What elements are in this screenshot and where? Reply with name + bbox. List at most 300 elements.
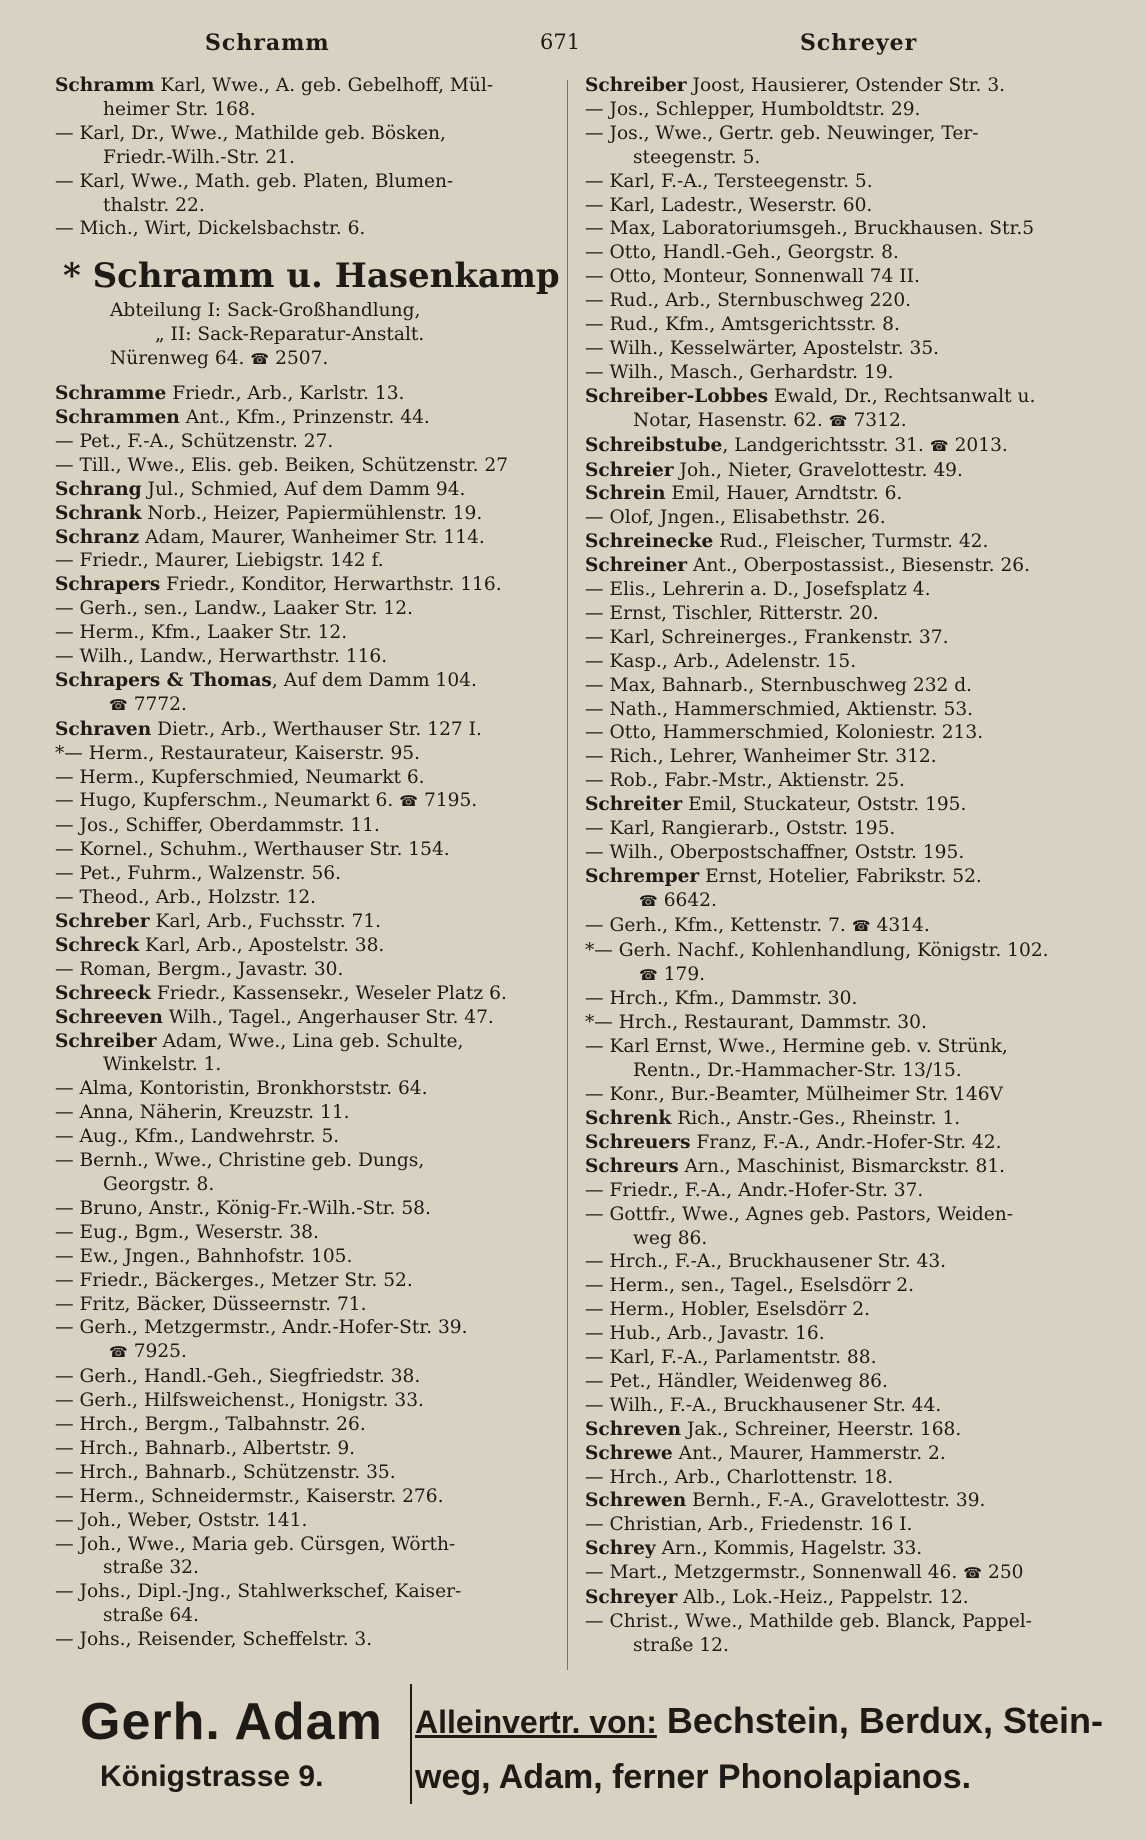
- directory-entry: [55, 1485, 555, 1509]
- entry-text: Alb., Lok.-Heiz., Pappelstr. 12.: [677, 1587, 969, 1609]
- entry-text: — Karl, Schreinerges., Frankenstr. 37.: [585, 626, 949, 648]
- entry-text: — Karl, Rangierarb., Oststr. 195.: [585, 818, 896, 840]
- advertisement: [80, 1680, 1103, 1830]
- directory-entry: [55, 910, 555, 934]
- directory-entry: [55, 669, 555, 693]
- directory-entry: [585, 793, 1105, 817]
- entry-surname: Schreinecke: [585, 531, 714, 553]
- entry-text: Friedr., Kassensekr., Weseler Platz 6.: [150, 982, 507, 1004]
- telephone-icon: ☎: [851, 916, 871, 935]
- entry-surname: Schreiner: [585, 555, 688, 577]
- entry-text: — Hrch., F.-A., Bruckhausener Str. 43.: [585, 1251, 947, 1273]
- directory-entry: [55, 1101, 555, 1125]
- directory-entry: [585, 1107, 1105, 1131]
- entry-text: straße 12.: [633, 1634, 729, 1656]
- directory-entry: [55, 693, 555, 718]
- entry-text: Jul., Schmied, Auf dem Damm 94.: [141, 478, 466, 500]
- entry-text: *— Herm., Restaurateur, Kaiserstr. 95.: [55, 742, 421, 764]
- entry-text: — Wilh., Masch., Gerhardstr. 19.: [585, 361, 894, 383]
- directory-entry: [55, 1533, 555, 1557]
- directory-entry: [55, 1197, 555, 1221]
- directory-entry: [585, 434, 1105, 459]
- entry-text: Ernst, Hotelier, Fabrikstr. 52.: [699, 865, 982, 887]
- entry-text: Joost, Hausierer, Ostender Str. 3.: [686, 75, 1006, 96]
- directory-entry: [585, 1610, 1105, 1634]
- entry-text: — Eug., Bgm., Weserstr. 38.: [55, 1221, 319, 1243]
- directory-entry: [585, 626, 1105, 650]
- entry-text: — Hrch., Kfm., Dammstr. 30.: [585, 988, 858, 1010]
- entry-surname: Schrein: [585, 483, 666, 505]
- entry-text: Jak., Schreiner, Heerstr. 168.: [681, 1418, 962, 1440]
- entry-text: heimer Str. 168.: [103, 98, 256, 120]
- directory-entry: [585, 698, 1105, 722]
- entry-text: *— Gerh. Nachf., Kohlenhandlung, Königstr. 102.: [585, 939, 1049, 961]
- directory-entry: [585, 1489, 1105, 1513]
- entry-surname: Schreiber: [55, 1030, 157, 1052]
- entry-text: Friedr.-Wilh.-Str. 21.: [103, 146, 295, 168]
- directory-entry: [55, 814, 555, 838]
- directory-entry: [55, 1053, 555, 1077]
- directory-entry: [585, 1466, 1105, 1490]
- directory-entry: [55, 253, 560, 299]
- entry-text: — Pet., F.-A., Schützenstr. 27.: [55, 430, 334, 452]
- entry-surname: Schreck: [55, 934, 140, 956]
- directory-entry: [55, 299, 555, 323]
- entry-surname: Schrenk: [585, 1107, 672, 1129]
- entry-surname: Schrapers: [55, 574, 161, 596]
- entry-text: — Karl, Wwe., Math. geb. Platen, Blumen-: [55, 170, 454, 192]
- directory-entry: [585, 1011, 1105, 1035]
- directory-entry: [585, 817, 1105, 841]
- telephone-icon: ☎: [929, 436, 949, 455]
- directory-entry: [585, 506, 1105, 530]
- ad-divider: [410, 1684, 412, 1804]
- entry-surname: Schreven: [585, 1418, 682, 1440]
- entry-text: — Joh., Weber, Oststr. 141.: [55, 1509, 308, 1531]
- entry-text: — Herm., Schneidermstr., Kaiserstr. 276.: [55, 1485, 444, 1507]
- directory-entry: [585, 313, 1105, 337]
- directory-entry: [585, 98, 1105, 122]
- ad-street: Königstrasse 9.: [100, 1760, 324, 1793]
- directory-entry: [55, 146, 555, 170]
- header-left-keyword: Schramm: [205, 30, 330, 56]
- entry-text: Friedr., Arb., Karlstr. 13.: [166, 383, 405, 405]
- column-divider: [567, 80, 568, 1670]
- entry-text: Emil, Hauer, Arndtstr. 6.: [665, 483, 903, 505]
- entry-text: — Hub., Arb., Javastr. 16.: [585, 1323, 825, 1345]
- entry-text: Karl, Arb., Fuchsstr. 71.: [149, 911, 382, 932]
- directory-entry: [585, 914, 1105, 939]
- directory-entry: [585, 889, 1105, 914]
- entry-text: — Christian, Arb., Friedenstr. 16 I.: [585, 1514, 913, 1536]
- entry-text: Arn., Maschinist, Bismarckstr. 81.: [678, 1155, 1006, 1177]
- directory-entry: [585, 865, 1105, 889]
- directory-entry: [585, 1346, 1105, 1370]
- entry-text: — Jos., Schiffer, Oberdammstr. 11.: [55, 815, 380, 837]
- directory-entry: [585, 1394, 1105, 1418]
- entry-text: — Nath., Hammerschmied, Aktienstr. 53.: [585, 698, 974, 720]
- entry-text: — Pet., Fuhrm., Walzenstr. 56.: [55, 863, 342, 885]
- entry-text: — Rud., Kfm., Amtsgerichtsstr. 8.: [585, 314, 900, 336]
- entry-text: Emil, Stuckateur, Oststr. 195.: [682, 794, 967, 816]
- entry-surname: Schrank: [55, 502, 142, 524]
- entry-surname: Schrewen: [585, 1490, 687, 1512]
- entry-text: Rud., Fleischer, Turmstr. 42.: [713, 531, 989, 553]
- directory-entry: [585, 217, 1105, 241]
- directory-entry: [585, 1370, 1105, 1394]
- entry-text: — Alma, Kontoristin, Bronkhorststr. 64.: [55, 1078, 428, 1100]
- entry-text: — Mich., Wirt, Dickelsbachstr. 6.: [55, 218, 366, 240]
- entry-text: — Friedr., Maurer, Liebigstr. 142 f.: [55, 550, 384, 572]
- entry-text: , Auf dem Damm 104.: [271, 669, 477, 691]
- telephone-icon: ☎: [109, 1343, 128, 1362]
- entry-surname: Schreier: [585, 459, 674, 481]
- page-number: 671: [540, 30, 581, 54]
- directory-entry: [55, 194, 555, 218]
- entry-text: weg 86.: [633, 1227, 708, 1249]
- page-header: [0, 30, 1146, 66]
- entry-surname: Schreurs: [585, 1155, 679, 1177]
- directory-entry: [55, 621, 555, 645]
- directory-entry: [585, 1418, 1105, 1442]
- directory-entry: [585, 1035, 1105, 1059]
- directory-entry: [55, 1173, 555, 1197]
- directory-entry: [585, 194, 1105, 218]
- entry-text: Adam, Maurer, Wanheimer Str. 114.: [139, 526, 485, 548]
- directory-entry: [55, 862, 555, 886]
- entry-text: — Herm., Hobler, Eselsdörr 2.: [585, 1299, 871, 1321]
- entry-text: Georgstr. 8.: [103, 1173, 215, 1195]
- entry-text: — Konr., Bur.-Beamter, Mülheimer Str. 146V: [585, 1084, 1003, 1106]
- directory-entry: [585, 1513, 1105, 1537]
- directory-entry: [585, 409, 1105, 434]
- directory-entry: [585, 1634, 1105, 1658]
- directory-entry: [55, 838, 555, 862]
- entry-text: — Friedr., Bäckerges., Metzer Str. 52.: [55, 1269, 413, 1291]
- entry-text: „ II: Sack-Reparatur-Anstalt.: [155, 324, 425, 346]
- directory-entry: [55, 742, 555, 766]
- entry-text: straße 64.: [103, 1605, 199, 1627]
- entry-text: — Gottfr., Wwe., Agnes geb. Pastors, Weiden-: [585, 1203, 1014, 1225]
- directory-entry: [585, 1298, 1105, 1322]
- entry-text: — Gerh., Metzgermstr., Andr.-Hofer-Str. 39.: [55, 1317, 468, 1339]
- phone-number: 6642.: [663, 889, 717, 911]
- entry-surname: Schreiber: [585, 75, 687, 96]
- entry-text: — Rich., Lehrer, Wanheimer Str. 312.: [585, 746, 937, 768]
- directory-entry: [585, 459, 1105, 483]
- phone-number: 250: [987, 1562, 1024, 1584]
- entry-surname: Schraven: [55, 718, 152, 740]
- directory-entry: [585, 265, 1105, 289]
- directory-entry: [585, 769, 1105, 793]
- entry-surname: Schreeck: [55, 982, 151, 1004]
- ad-line-1: [415, 1700, 1103, 1742]
- phone-number: 179.: [663, 963, 706, 985]
- telephone-icon: ☎: [109, 695, 128, 714]
- entry-text: — Elis., Lehrerin a. D., Josefsplatz 4.: [585, 579, 931, 601]
- entry-text: — Jos., Wwe., Gertr. geb. Neuwinger, Ter-: [585, 122, 979, 144]
- ad-prefix: Alleinvertr. von:: [415, 1704, 657, 1740]
- telephone-icon: ☎: [250, 350, 270, 369]
- directory-entry: [55, 597, 555, 621]
- directory-entry: [55, 766, 555, 790]
- entry-surname: Schreuers: [585, 1131, 691, 1153]
- directory-entry: [55, 217, 555, 241]
- entry-text: — Roman, Bergm., Javastr. 30.: [55, 958, 344, 980]
- ad-brands-line-1: Bechstein, Berdux, Stein-: [666, 1700, 1103, 1741]
- entry-text: — Rud., Arb., Sternbuschweg 220.: [585, 290, 912, 312]
- entry-text: — Max, Laboratoriumsgeh., Bruckhausen. Str.5: [585, 218, 1035, 240]
- directory-entry: [585, 74, 1105, 98]
- directory-entry: [55, 1509, 555, 1533]
- entry-text: — Wilh., Landw., Herwarthstr. 116.: [55, 646, 388, 668]
- directory-entry: [55, 478, 555, 502]
- entry-text: Karl, Wwe., A. geb. Gebelhoff, Mül-: [154, 75, 494, 96]
- phone-number: 7772.: [133, 693, 187, 715]
- entry-text: * Schramm u. Hasenkamp: [63, 256, 560, 297]
- directory-entry: [585, 602, 1105, 626]
- directory-entry: [55, 170, 555, 194]
- directory-entry: [55, 1269, 555, 1293]
- entry-text: — Hugo, Kupferschm., Neumarkt 6.: [55, 790, 394, 812]
- entry-text: — Gerh., Handl.-Geh., Siegfriedstr. 38.: [55, 1366, 421, 1388]
- entry-surname: Schreiber-Lobbes: [585, 385, 769, 407]
- directory-entry: [55, 886, 555, 910]
- directory-entry: [55, 1316, 555, 1340]
- directory-entry: [55, 718, 555, 742]
- directory-entry: [585, 482, 1105, 506]
- entry-text: Winkelstr. 1.: [103, 1054, 222, 1076]
- entry-text: Joh., Nieter, Gravelottestr. 49.: [673, 459, 963, 481]
- directory-entry: [585, 1131, 1105, 1155]
- entry-text: — Kasp., Arb., Adelenstr. 15.: [585, 650, 857, 672]
- directory-entry: [55, 1365, 555, 1389]
- entry-text: — Bernh., Wwe., Christine geb. Dungs,: [55, 1150, 425, 1172]
- directory-entry: [585, 385, 1105, 409]
- entry-text: — Theod., Arb., Holzstr. 12.: [55, 887, 317, 909]
- directory-entry: [585, 1203, 1105, 1227]
- directory-entry: [585, 1059, 1105, 1083]
- entry-surname: Schreibstube: [585, 434, 723, 456]
- directory-entry: [55, 502, 555, 526]
- directory-entry: [55, 789, 555, 814]
- directory-entry: [55, 1628, 555, 1652]
- directory-entry: [55, 1221, 555, 1245]
- entry-text: — Jos., Schlepper, Humboldtstr. 29.: [585, 98, 921, 120]
- directory-entry: [55, 645, 555, 669]
- directory-entry: [585, 337, 1105, 361]
- directory-entry: [55, 1340, 555, 1365]
- entry-text: — Christ., Wwe., Mathilde geb. Blanck, Pappel-: [585, 1611, 1032, 1632]
- directory-entry: [55, 526, 555, 550]
- entry-text: — Pet., Händler, Weidenweg 86.: [585, 1370, 888, 1392]
- entry-surname: Schrewe: [585, 1442, 673, 1464]
- entry-text: — Mart., Metzgermstr., Sonnenwall 46.: [585, 1562, 958, 1584]
- directory-entry: [585, 1537, 1105, 1561]
- entry-surname: Schrang: [55, 478, 142, 500]
- entry-text: — Wilh., Oberpostschaffner, Oststr. 195.: [585, 842, 965, 863]
- entry-text: — Gerh., sen., Landw., Laaker Str. 12.: [55, 598, 413, 620]
- entry-text: Arn., Kommis, Hagelstr. 33.: [655, 1538, 923, 1560]
- entry-text: — Friedr., F.-A., Andr.-Hofer-Str. 37.: [585, 1179, 924, 1201]
- directory-entry: [585, 554, 1105, 578]
- entry-text: — Max, Bahnarb., Sternbuschweg 232 d.: [585, 674, 973, 696]
- directory-entry: [585, 674, 1105, 698]
- directory-entry: [585, 1179, 1105, 1203]
- directory-entry: [55, 549, 555, 573]
- entry-surname: Schreber: [55, 911, 150, 932]
- directory-entry: [55, 454, 555, 478]
- directory-entry: [55, 1604, 555, 1628]
- directory-entry: [585, 987, 1105, 1011]
- directory-entry: [585, 146, 1105, 170]
- entry-text: — Hrch., Arb., Charlottenstr. 18.: [585, 1466, 894, 1488]
- entry-text: — Johs., Dipl.-Jng., Stahlwerkschef, Kaiser-: [55, 1581, 462, 1603]
- directory-entry: [585, 1083, 1105, 1107]
- entry-text: Ant., Oberpostassist., Biesenstr. 26.: [687, 555, 1031, 577]
- phone-number: 7925.: [133, 1341, 187, 1363]
- entry-text: — Ernst, Tischler, Ritterstr. 20.: [585, 602, 879, 624]
- directory-entry: [55, 122, 555, 146]
- entry-text: Dietr., Arb., Werthauser Str. 127 I.: [151, 718, 482, 740]
- entry-text: *— Hrch., Restaurant, Dammstr. 30.: [585, 1012, 927, 1034]
- entry-text: — Kornel., Schuhm., Werthauser Str. 154.: [55, 839, 450, 861]
- directory-entry: [55, 1030, 555, 1054]
- entry-text: — Johs., Reisender, Scheffelstr. 3.: [55, 1629, 373, 1651]
- entry-text: — Rob., Fabr.-Mstr., Aktienstr. 25.: [585, 770, 905, 792]
- directory-entry: [585, 241, 1105, 265]
- telephone-icon: ☎: [639, 965, 658, 984]
- entry-surname: Schreyer: [585, 1587, 678, 1609]
- directory-entry: [585, 1586, 1105, 1610]
- directory-entry: [55, 1389, 555, 1413]
- directory-entry: [55, 98, 555, 122]
- entry-text: Abteilung I: Sack-Großhandlung,: [110, 300, 421, 322]
- entry-surname: Schreiter: [585, 794, 683, 816]
- entry-text: Rentn., Dr.-Hammacher-Str. 13/15.: [633, 1060, 962, 1082]
- entry-text: — Hrch., Bahnarb., Albertstr. 9.: [55, 1437, 356, 1459]
- entry-text: — Anna, Näherin, Kreuzstr. 11.: [55, 1102, 350, 1124]
- directory-entry: [55, 1006, 555, 1030]
- entry-text: — Karl, Dr., Wwe., Mathilde geb. Bösken,: [55, 122, 446, 144]
- directory-entry: [55, 323, 555, 347]
- directory-entry: [585, 361, 1105, 385]
- directory-entry: [585, 1561, 1105, 1586]
- directory-entry: [585, 939, 1105, 963]
- entry-text: — Wilh., Kesselwärter, Apostelstr. 35.: [585, 337, 940, 359]
- entry-text: Friedr., Konditor, Herwarthstr. 116.: [160, 574, 502, 596]
- directory-entry: [55, 74, 555, 98]
- directory-entry: [585, 841, 1105, 865]
- entry-text: — Herm., Kfm., Laaker Str. 12.: [55, 622, 348, 644]
- entry-text: Nürenweg 64.: [110, 348, 245, 370]
- entry-text: Norb., Heizer, Papiermühlenstr. 19.: [141, 502, 483, 524]
- header-right-keyword: Schreyer: [800, 30, 918, 56]
- entry-text: thalstr. 22.: [103, 194, 205, 216]
- entry-text: — Gerh., Kfm., Kettenstr. 7.: [585, 914, 846, 936]
- right-column: [585, 74, 1105, 1658]
- directory-entry: [55, 958, 555, 982]
- directory-entry: [585, 1274, 1105, 1298]
- entry-text: — Hrch., Bahnarb., Schützenstr. 35.: [55, 1461, 396, 1483]
- entry-text: — Karl Ernst, Wwe., Hermine geb. v. Strünk,: [585, 1036, 1008, 1058]
- directory-entry: [55, 1077, 555, 1101]
- entry-text: — Hrch., Bergm., Talbahnstr. 26.: [55, 1414, 366, 1436]
- entry-text: Bernh., F.-A., Gravelottestr. 39.: [686, 1490, 986, 1512]
- entry-text: — Till., Wwe., Elis. geb. Beiken, Schützenstr. 27: [55, 454, 509, 476]
- entry-text: — Joh., Wwe., Maria geb. Cürsgen, Wörth-: [55, 1533, 456, 1555]
- entry-text: — Wilh., F.-A., Bruckhausener Str. 44.: [585, 1394, 942, 1416]
- phone-number: 2013.: [954, 434, 1008, 456]
- entry-surname: Schremper: [585, 865, 700, 887]
- directory-entry: [585, 170, 1105, 194]
- entry-text: — Otto, Monteur, Sonnenwall 74 II.: [585, 266, 920, 288]
- ad-company-name: Gerh. Adam: [80, 1693, 383, 1751]
- directory-entry: [55, 1293, 555, 1317]
- entry-surname: Schramme: [55, 383, 167, 405]
- telephone-icon: ☎: [639, 891, 658, 910]
- entry-text: Ant., Maurer, Hammerstr. 2.: [672, 1442, 946, 1464]
- entry-text: — Herm., sen., Tagel., Eselsdörr 2.: [585, 1275, 914, 1297]
- entry-surname: Schreeven: [55, 1006, 163, 1028]
- entry-text: Wilh., Tagel., Angerhauser Str. 47.: [162, 1006, 494, 1028]
- entry-text: — Ew., Jngen., Bahnhofstr. 105.: [55, 1245, 353, 1267]
- phone-number: 4314.: [876, 914, 930, 936]
- directory-entry: [585, 1442, 1105, 1466]
- entry-text: — Karl, Ladestr., Weserstr. 60.: [585, 194, 873, 216]
- entry-surname: Schrammen: [55, 406, 180, 428]
- directory-entry: [585, 650, 1105, 674]
- entry-text: — Herm., Kupferschmied, Neumarkt 6.: [55, 766, 425, 788]
- entry-text: Karl, Arb., Apostelstr. 38.: [139, 934, 385, 956]
- entry-text: Rich., Anstr.-Ges., Rheinstr. 1.: [671, 1107, 961, 1129]
- entry-text: , Landgerichtsstr. 31.: [722, 434, 924, 456]
- directory-entry: [55, 430, 555, 454]
- entry-text: — Otto, Hammerschmied, Koloniestr. 213.: [585, 722, 984, 744]
- entry-text: Adam, Wwe., Lina geb. Schulte,: [156, 1030, 464, 1052]
- directory-entry: [55, 982, 555, 1006]
- directory-entry: [585, 1250, 1105, 1274]
- directory-entry: [55, 934, 555, 958]
- entry-text: — Karl, F.-A., Parlamentstr. 88.: [585, 1347, 877, 1369]
- directory-entry: [585, 578, 1105, 602]
- entry-surname: Schrey: [585, 1538, 656, 1560]
- entry-text: — Otto, Handl.-Geh., Georgstr. 8.: [585, 242, 899, 264]
- directory-entry: [55, 1149, 555, 1173]
- phone-number: 7312.: [853, 409, 907, 431]
- directory-entry: [585, 122, 1105, 146]
- directory-entry: [55, 1461, 555, 1485]
- directory-entry: [585, 721, 1105, 745]
- entry-text: — Aug., Kfm., Landwehrstr. 5.: [55, 1126, 340, 1148]
- entry-text: — Fritz, Bäcker, Düsseernstr. 71.: [55, 1293, 367, 1315]
- phone-number: 2507.: [275, 348, 329, 370]
- entry-text: straße 32.: [103, 1557, 199, 1579]
- directory-entry: [585, 1227, 1105, 1251]
- directory-entry: [55, 1413, 555, 1437]
- directory-entry: [55, 382, 555, 406]
- directory-entry: [55, 1437, 555, 1461]
- entry-text: Franz, F.-A., Andr.-Hofer-Str. 42.: [690, 1131, 1002, 1153]
- directory-entry: [585, 1322, 1105, 1346]
- entry-text: — Karl, F.-A., Tersteegenstr. 5.: [585, 170, 873, 192]
- entry-text: — Olof, Jngen., Elisabethstr. 26.: [585, 507, 886, 529]
- entry-text: Ewald, Dr., Rechtsanwalt u.: [768, 385, 1036, 407]
- directory-entry: [585, 745, 1105, 769]
- ad-brands-line-2: weg, Adam, ferner Phonolapianos.: [415, 1758, 972, 1796]
- entry-text: — Gerh., Hilfsweichenst., Honigstr. 33.: [55, 1390, 424, 1412]
- directory-entry: [55, 406, 555, 430]
